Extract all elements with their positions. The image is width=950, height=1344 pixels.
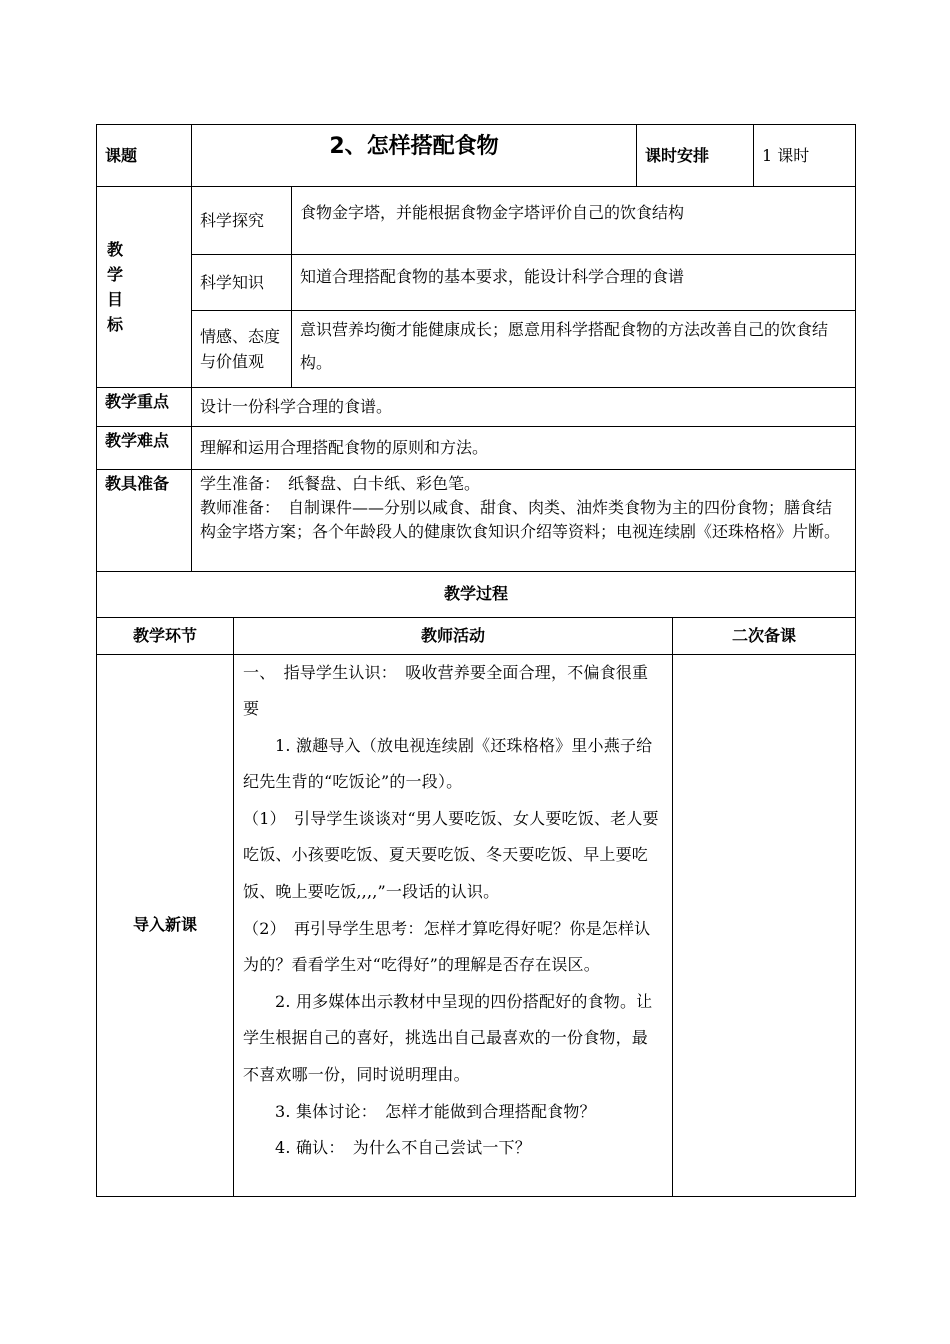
lesson-plan-sheet [96, 124, 855, 1197]
process-row [97, 654, 856, 1196]
header-row [97, 125, 856, 187]
key-point-row [97, 388, 856, 427]
activity-paragraph: 一、 指导学生认识： 吸收营养要全面合理，不偏食很重要 [243, 662, 649, 719]
process-heading-row [97, 572, 856, 617]
objectives-label: 教 学 目 标 [97, 187, 192, 388]
process-heading: 教学过程 [97, 572, 856, 617]
difficulty-content: 理解和运用合理搭配食物的原则和方法。 [192, 427, 856, 470]
activity-paragraph: （1） 引导学生谈谈对“男人要吃饭、女人要吃饭、老人要吃饭、小孩要吃饭、夏天要吃饭、冬天要吃饭、早上要吃饭、晚上要吃饭,,,,”一段话的认识。 [243, 808, 659, 902]
activity-paragraph: （2） 再引导学生思考：怎样才算吃得好呢？你是怎样认为的？看看学生对“吃得好”的理解是否存在误区。 [243, 918, 651, 975]
materials-row [97, 470, 856, 572]
lesson-title: 2、怎样搭配食物 [192, 125, 637, 187]
materials-label: 教具准备 [97, 470, 192, 572]
objective-label: 情感、态度与价值观 [192, 311, 292, 388]
objective-row [97, 255, 856, 311]
second-prep-cell [673, 654, 856, 1196]
difficulty-label: 教学难点 [97, 427, 192, 470]
topic-label: 课题 [97, 125, 192, 187]
objective-row [97, 187, 856, 255]
stage-name: 导入新课 [97, 654, 234, 1196]
col-teacher-header: 教师活动 [234, 617, 673, 654]
col-second-header: 二次备课 [673, 617, 856, 654]
objective-row [97, 311, 856, 388]
key-point-content: 设计一份科学合理的食谱。 [192, 388, 856, 427]
activity-paragraph: 1. 激趣导入（放电视连续剧《还珠格格》里小燕子给纪先生背的“吃饭论”的一段）。 [243, 735, 653, 792]
process-column-header-row [97, 617, 856, 654]
teaching-process-table [96, 572, 856, 1197]
lesson-info-table [96, 124, 856, 572]
activity-paragraph: 3. 集体讨论： 怎样才能做到合理搭配食物？ [275, 1101, 596, 1121]
objective-label: 科学探究 [192, 187, 292, 255]
key-point-label: 教学重点 [97, 388, 192, 427]
teacher-activity [234, 654, 673, 1196]
materials-content [192, 470, 856, 572]
objective-label: 科学知识 [192, 255, 292, 311]
schedule-value: 1 课时 [754, 125, 856, 187]
student-materials: 学生准备： 纸餐盘、白卡纸、彩色笔。 [200, 474, 481, 493]
col-stage-header: 教学环节 [97, 617, 234, 654]
objective-content: 知道合理搭配食物的基本要求，能设计科学合理的食谱 [292, 255, 856, 311]
difficulty-row [97, 427, 856, 470]
teacher-materials: 教师准备： 自制课件——分别以咸食、甜食、肉类、油炸类食物为主的四份食物；膳食结构金字塔方案；各个年龄段人的健康饮食知识介绍等资料；电视连续剧《还珠格格》片断。 [200, 498, 841, 541]
objective-content: 食物金字塔，并能根据食物金字塔评价自己的饮食结构 [292, 187, 856, 255]
schedule-label: 课时安排 [637, 125, 754, 187]
activity-paragraph: 4. 确认： 为什么不自己尝试一下？ [275, 1138, 531, 1158]
activity-paragraph: 2. 用多媒体出示教材中呈现的四份搭配好的食物。让学生根据自己的喜好，挑选出自己最喜欢的一份食物，最不喜欢哪一份，同时说明理由。 [243, 991, 653, 1085]
objective-content: 意识营养均衡才能健康成长；愿意用科学搭配食物的方法改善自己的饮食结构。 [292, 311, 856, 388]
